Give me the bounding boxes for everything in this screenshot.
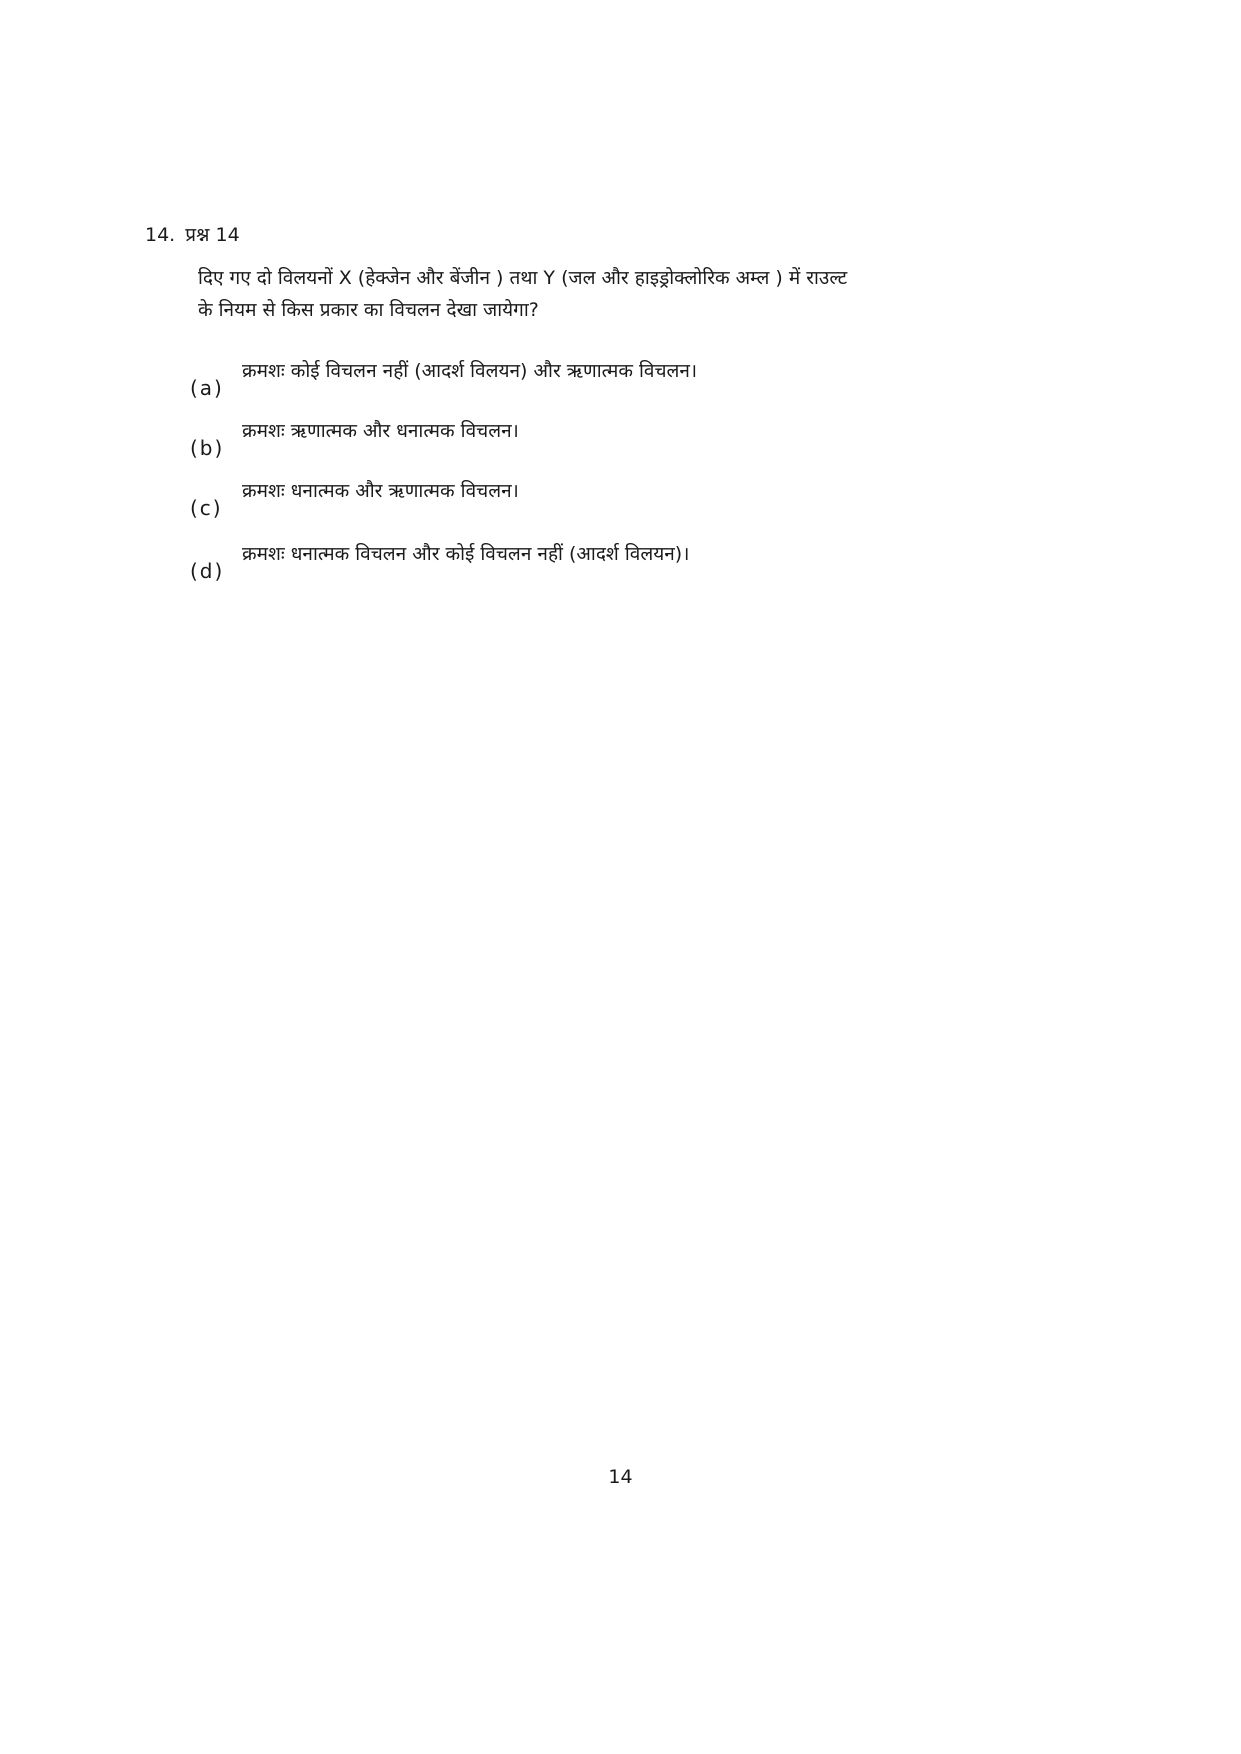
option-text: क्रमशः धनात्मक और ऋणात्मक विचलन। xyxy=(242,480,519,502)
option-text: क्रमशः धनात्मक विचलन और कोई विचलन नहीं (आदर्श विलयन)। xyxy=(242,543,690,565)
option-marker: (a) xyxy=(190,376,224,400)
option-text: क्रमशः कोई विचलन नहीं (आदर्श विलयन) और ऋणात्मक विचलन। xyxy=(242,360,698,382)
option-d xyxy=(190,541,1090,585)
question-text-line: दिए गए दो विलयनों X (हेक्जेन और बेंजीन ) तथा Y (जल और हाइड्रोक्लोरिक अम्ल ) में राउल्ट xyxy=(198,267,848,289)
option-marker: (c) xyxy=(190,496,223,520)
question-header xyxy=(145,222,240,248)
page-number: 14 xyxy=(608,1466,633,1488)
option-a xyxy=(190,358,1090,402)
option-c xyxy=(190,478,1090,522)
option-marker: (d) xyxy=(190,559,225,583)
question-text-line: के नियम से किस प्रकार का विचलन देखा जायेगा? xyxy=(198,299,539,321)
option-marker: (b) xyxy=(190,436,225,460)
option-b xyxy=(190,418,1090,462)
question-title: प्रश्न 14 xyxy=(185,224,240,246)
option-text: क्रमशः ऋणात्मक और धनात्मक विचलन। xyxy=(242,420,519,442)
question-text xyxy=(198,262,898,326)
question-number: 14. xyxy=(145,224,176,246)
